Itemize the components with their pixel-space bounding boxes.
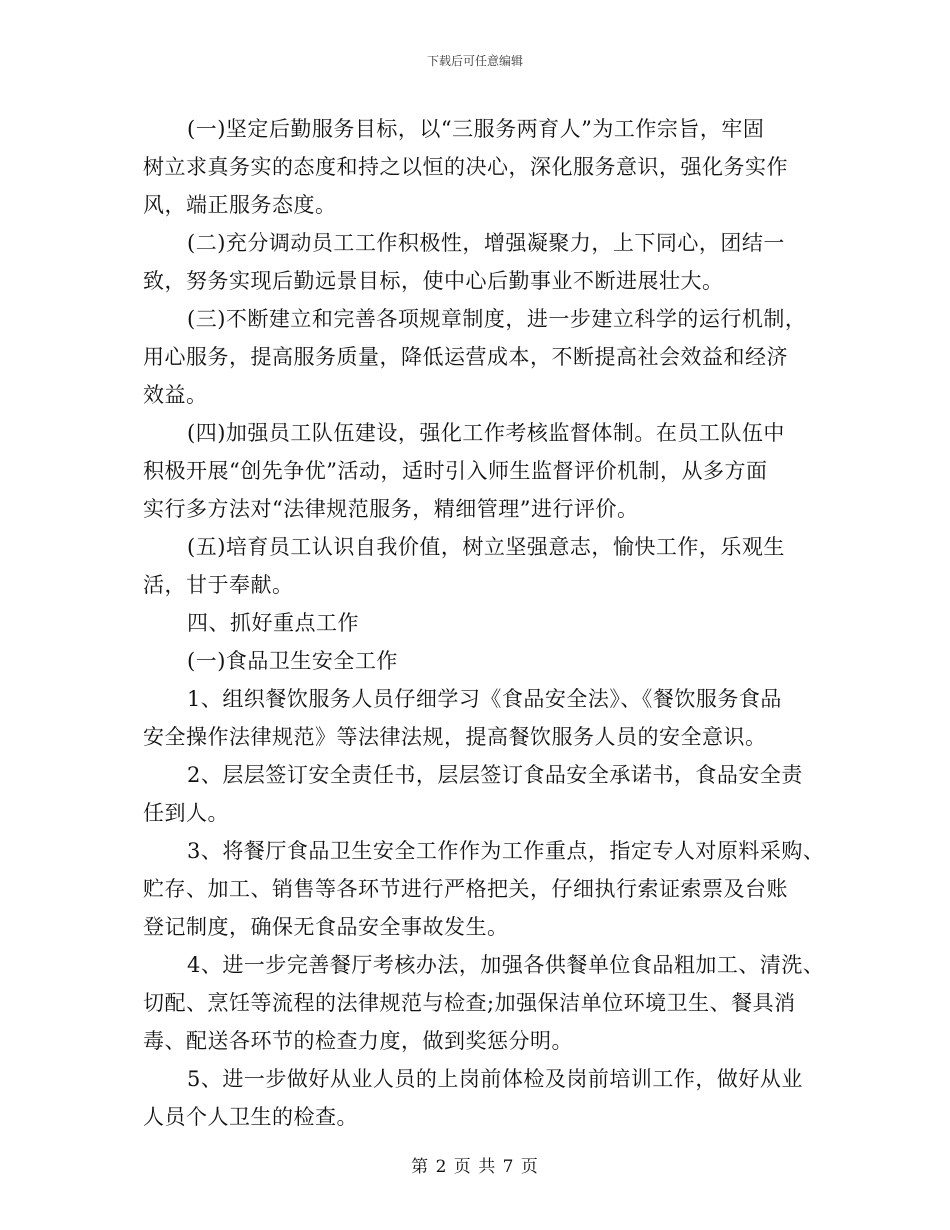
paragraph-line: 积极开展“创先争优”活动，适时引入师生监督评价机制，从多方面 — [143, 459, 768, 483]
paragraph-line: 任到人。 — [143, 801, 229, 825]
paragraph-line: 3、将餐厅食品卫生安全工作作为工作重点，指定专人对原料采购、 — [187, 839, 825, 863]
paragraph-line: 风，端正服务态度。 — [143, 193, 337, 217]
paragraph-line: 2、层层签订安全责任书，层层签订食品安全承诺书，食品安全责 — [187, 763, 803, 787]
document-body — [143, 110, 825, 1136]
section-heading: 四、抓好重点工作 — [187, 611, 359, 635]
paragraph-line: (四)加强员工队伍建设，强化工作考核监督体制。在员工队伍中 — [187, 421, 785, 445]
paragraph-line: 贮存、加工、销售等各环节进行严格把关，仔细执行索证索票及台账 — [143, 877, 788, 901]
paragraph-line: 树立求真务实的态度和持之以恒的决心，深化服务意识，强化务实作 — [143, 155, 788, 179]
paragraph-line: 切配、烹饪等流程的法律规范与检查;加强保洁单位环境卫生、餐具消 — [143, 991, 796, 1015]
paragraph-line: 安全操作法律规范》等法律法规，提高餐饮服务人员的安全意识。 — [143, 725, 767, 749]
paragraph-line: 5、进一步做好从业人员的上岗前体检及岗前培训工作，做好从业 — [187, 1067, 803, 1091]
paragraph-line: 效益。 — [143, 383, 208, 407]
paragraph-line: (三)不断建立和完善各项规章制度，进一步建立科学的运行机制， — [187, 307, 807, 331]
paragraph-line: 活，甘于奉献。 — [143, 573, 294, 597]
paragraph-line: 致，努务实现后勤远景目标，使中心后勤事业不断进展壮大。 — [143, 269, 724, 293]
paragraph-line: 4、进一步完善餐厅考核办法，加强各供餐单位食品粗加工、清洗、 — [187, 953, 825, 977]
header-note: 下载后可任意编辑 — [426, 54, 523, 68]
paragraph-line: 人员个人卫生的检查。 — [143, 1105, 358, 1129]
paragraph-line: 毒、配送各环节的检查力度，做到奖惩分明。 — [143, 1029, 573, 1053]
page-number: 第 2 页 共 7 页 — [411, 1157, 539, 1177]
paragraph-line: 实行多方法对“法律规范服务，精细管理”进行评价。 — [143, 497, 639, 521]
paragraph-line: 1、组织餐饮服务人员仔细学习《食品安全法》、《餐饮服务食品 — [187, 687, 782, 711]
paragraph-line: (二)充分调动员工工作积极性，增强凝聚力，上下同心，团结一 — [187, 231, 785, 255]
paragraph-line: 用心服务，提高服务质量，降低运营成本，不断提高社会效益和经济 — [143, 345, 788, 369]
paragraph-line: (五)培育员工认识自我价值，树立坚强意志，愉快工作，乐观生 — [187, 535, 785, 559]
paragraph-line: (一)坚定后勤服务目标，以“三服务两育人”为工作宗旨，牢固 — [187, 117, 765, 141]
paragraph-line: 登记制度，确保无食品安全事故发生。 — [143, 915, 509, 939]
subsection-heading: (一)食品卫生安全工作 — [187, 649, 398, 673]
